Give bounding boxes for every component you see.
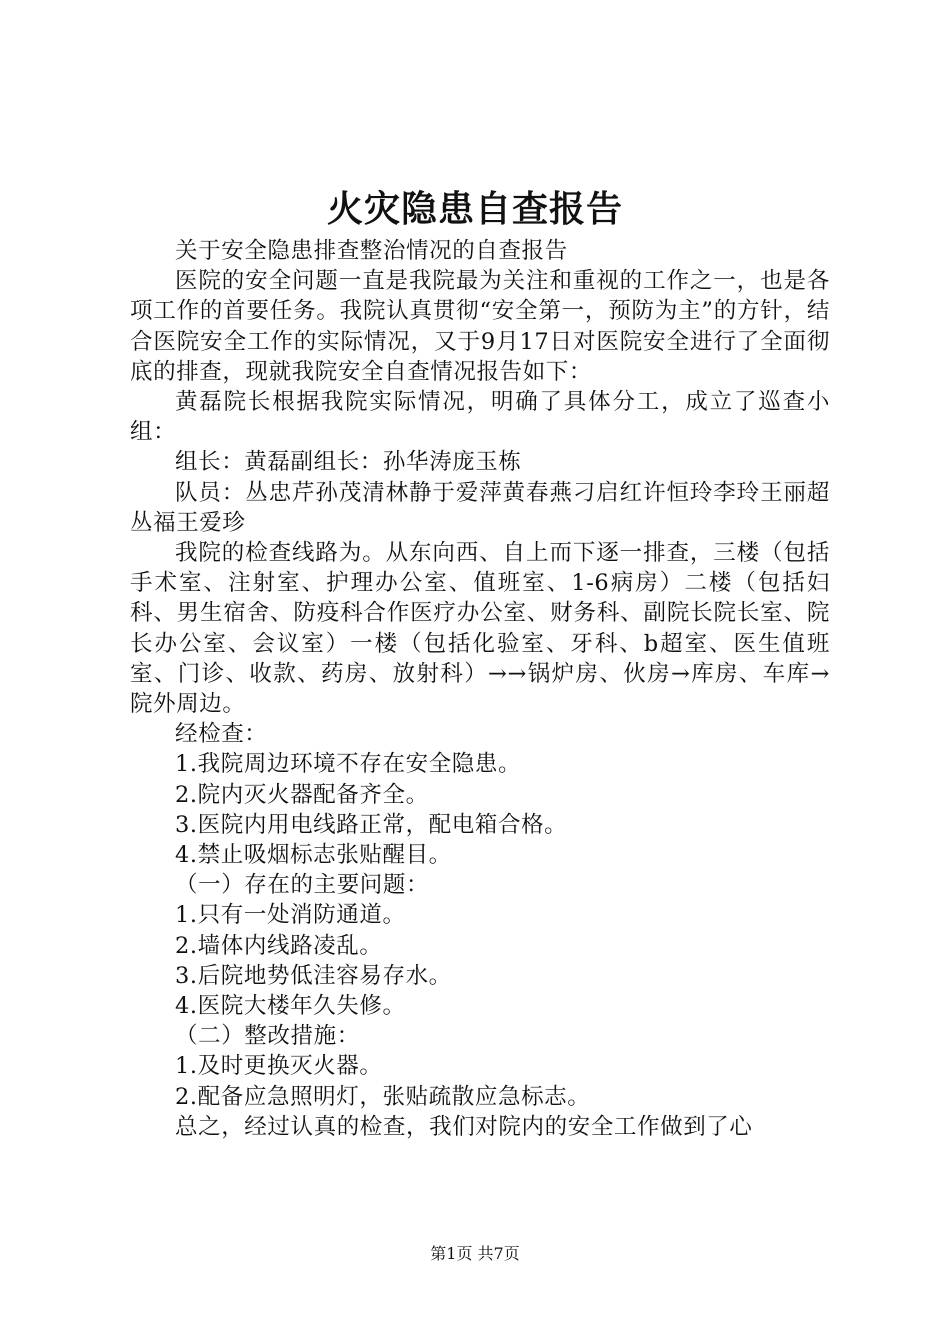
list-item: 2.配备应急照明灯，张贴疏散应急标志。 — [175, 1083, 591, 1110]
list-item: 2.院内灭火器配备齐全。 — [175, 781, 429, 808]
list-item: 1.只有一处消防通道。 — [175, 902, 406, 929]
list-item: 3.后院地势低洼容易存水。 — [175, 962, 452, 989]
document-title: 火灾隐患自查报告 — [326, 188, 623, 230]
list-item: 1.我院周边环境不存在安全隐患。 — [175, 751, 522, 778]
list-item: 4.禁止吸烟标志张贴醒目。 — [175, 842, 452, 869]
section-heading-measures: （二）整改措施： — [175, 1023, 360, 1050]
paragraph-conclusion: 总之，经过认真的检查，我们对院内的安全工作做到了心 — [175, 1113, 753, 1140]
page-number-footer: 第1页 共7页 — [430, 1244, 520, 1263]
paragraph-leaders: 组长：黄磊副组长：孙华涛庞玉栋 — [175, 449, 522, 476]
list-item: 4.医院大楼年久失修。 — [175, 993, 406, 1020]
section-heading-problems: （一）存在的主要问题： — [175, 872, 430, 899]
list-item: 1.及时更换灭火器。 — [175, 1053, 383, 1080]
paragraph-team-setup: 黄磊院长根据我院实际情况，明确了具体分工，成立了巡查小组： — [130, 389, 830, 446]
paragraph-members: 队员：丛忠芹孙茂清林静于爱萍黄春燕刁启红许恒玲李玲王丽超丛福王爱珍 — [130, 479, 830, 536]
paragraph-route: 我院的检查线路为。从东向西、自上而下逐一排查，三楼（包括手术室、注射室、护理办公室、值班室、1-6病房）二楼（包括妇科、男生宿舍、防疫科合作医疗办公室、财务科、副院长院长室、院长办公室、会议室）一楼（包括化验室、牙科、b超室、医生值班室、门诊、收款、药房、放射科）→→锅炉房、伙房→库房、车库→院外周边。 — [130, 540, 830, 718]
list-item: 2.墙体内线路凌乱。 — [175, 932, 383, 959]
document-body — [130, 236, 830, 1142]
paragraph-intro: 医院的安全问题一直是我院最为关注和重视的工作之一，也是各项工作的首要任务。我院认真贯彻“安全第一，预防为主”的方针，结合医院安全工作的实际情况，又于9月17日对医院安全进行了全面彻底的排查，现就我院安全自查情况报告如下： — [130, 268, 830, 385]
list-item: 3.医院内用电线路正常，配电箱合格。 — [175, 811, 568, 838]
paragraph-subtitle: 关于安全隐患排查整治情况的自查报告 — [175, 238, 568, 264]
paragraph-inspection-heading: 经检查： — [175, 721, 268, 748]
